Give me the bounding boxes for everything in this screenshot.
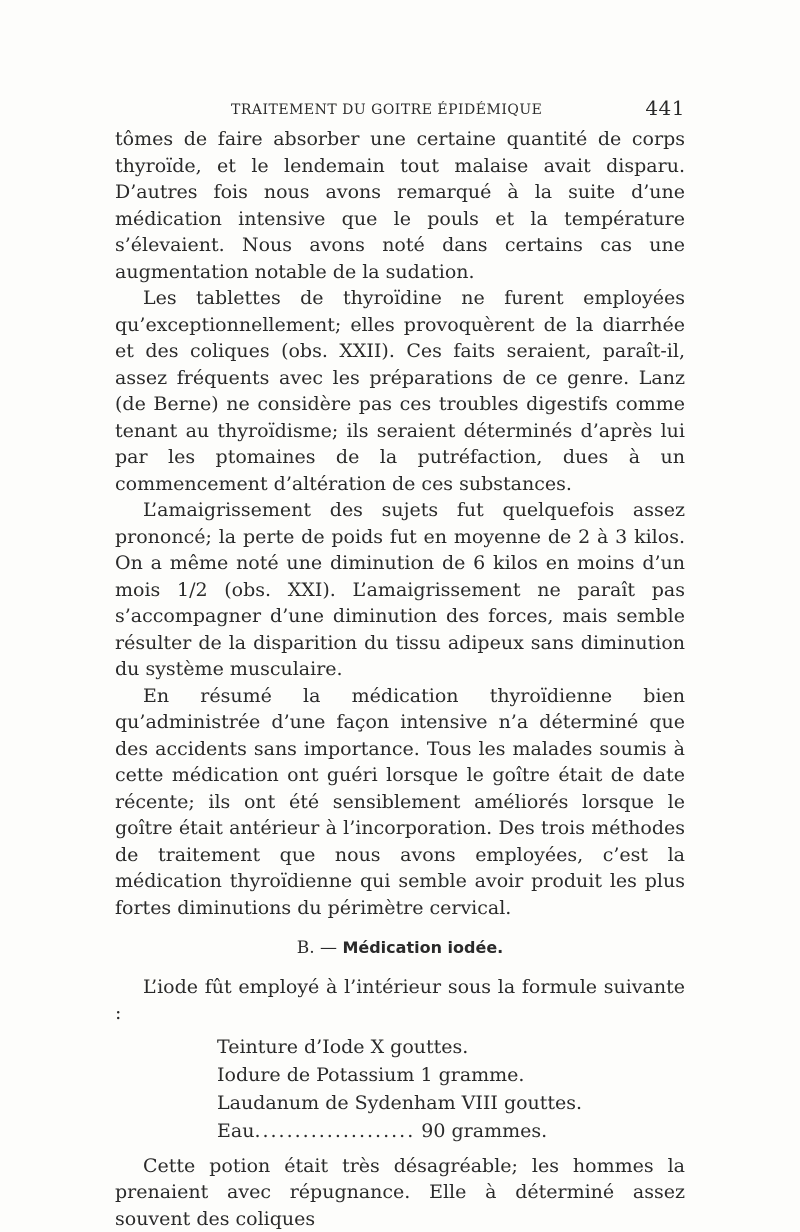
section-heading [115, 935, 685, 962]
running-title: TRAITEMENT DU GOITRE ÉPIDÉMIQUE [231, 102, 542, 118]
paragraph: Les tablettes de thyroïdine ne furent employées qu’exceptionnellement; elles provoquèrent de la diarrhée et des coliques (obs. XXII). Ces faits seraient, paraît-il, assez fréquents avec les préparations de ce genre. Lanz (de Berne) ne considère pas ces troubles digestifs comme tenant au thyroïdisme; ils seraient déterminés d’après lui par les ptomaines de la putréfaction, dues à un commencement d’altération de ces substances. [115, 285, 685, 497]
dot-leader: .................... [254, 1120, 415, 1142]
paragraph: L’amaigrissement des sujets fut quelquefois assez prononcé; la perte de poids fut en moyenne de 2 à 3 kilos. On a même noté une diminution de 6 kilos en moins d’un mois 1/2 (obs. XXI). L’amaigrissement ne paraît pas s’accompagner d’une diminution des forces, mais semble résulter de la disparition du tissu adipeux sans diminution du système musculaire. [115, 497, 685, 683]
paragraph: Cette potion était très désagréable; les hommes la prenaient avec répugnance. Elle à déterminé assez souvent des coliques [115, 1153, 685, 1232]
formula-value: 90 grammes. [421, 1120, 547, 1142]
formula-line: Teinture d’Iode X gouttes. [217, 1033, 685, 1061]
book-page [115, 96, 685, 1232]
paragraph: L’iode fût employé à l’intérieur sous la formule suivante : [115, 974, 685, 1027]
page-number: 441 [645, 96, 685, 120]
paragraph: tômes de faire absorber une certaine quantité de corps thyroïde, et le lendemain tout malaise avait disparu. D’autres fois nous avons remarqué à la suite d’une médication intensive que le pouls et la température s’élevaient. Nous avons noté dans certains cas une augmentation notable de la sudation. [115, 126, 685, 285]
prescription-formula [217, 1033, 685, 1145]
formula-line [217, 1117, 685, 1145]
section-title: Médication iodée. [342, 938, 503, 957]
running-head [115, 96, 685, 126]
formula-line: Laudanum de Sydenham VIII gouttes. [217, 1089, 685, 1117]
section-letter: B. — [297, 938, 337, 958]
formula-line: Iodure de Potassium 1 gramme. [217, 1061, 685, 1089]
formula-label: Eau [217, 1120, 254, 1142]
paragraph: En résumé la médication thyroïdienne bien qu’administrée d’une façon intensive n’a déterminé que des accidents sans importance. Tous les malades soumis à cette médication ont guéri lorsque le goître était de date récente; ils ont été sensiblement améliorés lorsque le goître était antérieur à l’incorporation. Des trois méthodes de traitement que nous avons employées, c’est la médication thyroïdienne qui semble avoir produit les plus fortes diminutions du périmètre cervical. [115, 683, 685, 922]
body-text [115, 126, 685, 1232]
